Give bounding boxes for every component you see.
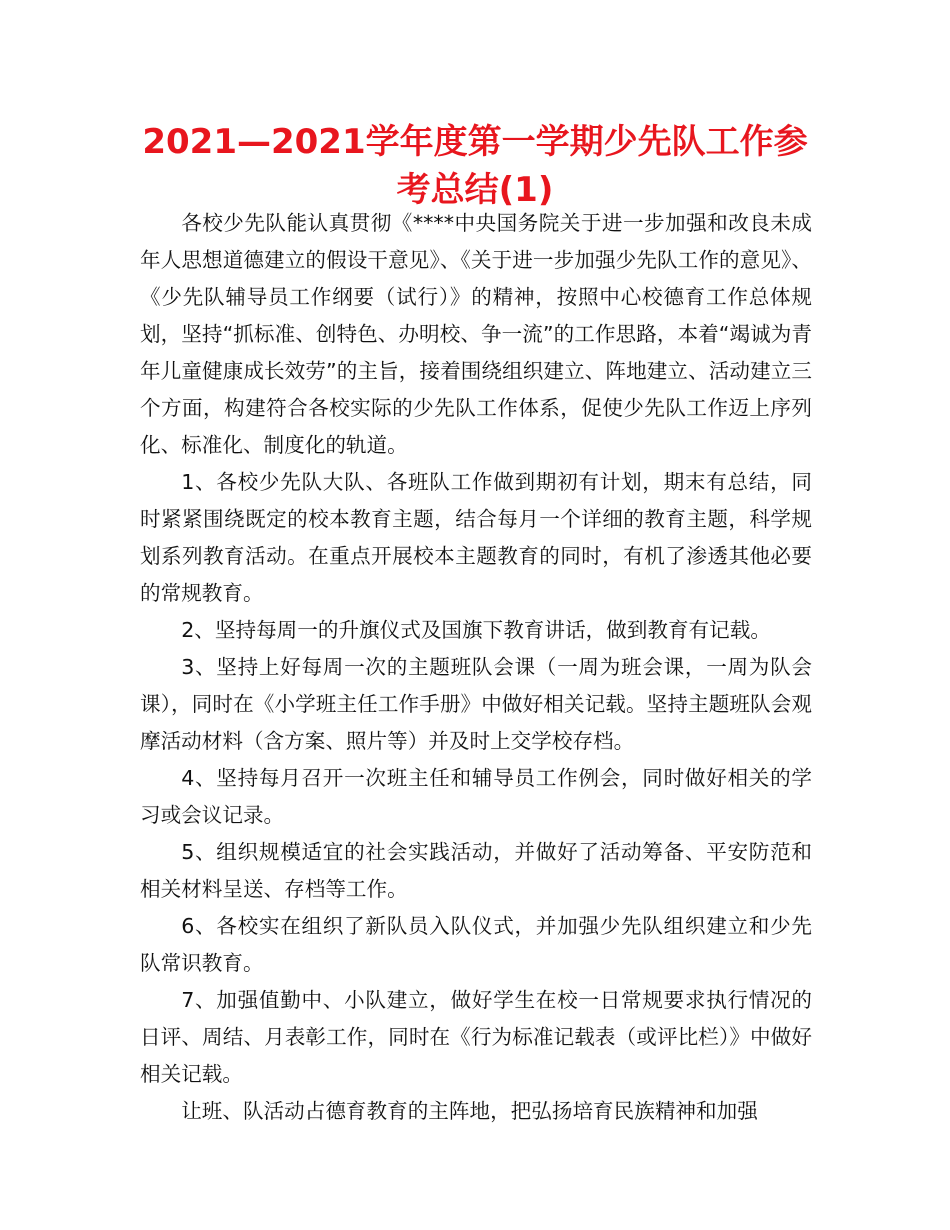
paragraph-item-5: 5、组织规模适宜的社会实践活动，并做好了活动筹备、平安防范和相关材料呈送、存档等工作。 [140, 840, 812, 901]
paragraph-item-4: 4、坚持每月召开一次班主任和辅导员工作例会，同时做好相关的学习或会议记录。 [140, 766, 812, 827]
paragraph-intro: 各校少先队能认真贯彻《****中央国务院关于进一步加强和改良未成年人思想道德建立的假设干意见》、《关于进一步加强少先队工作的意见》、《少先队辅导员工作纲要（试行）》的精神，按照中心校德育工作总体规划，坚持“抓标准、创特色、办明校、争一流”的工作思路，本着“竭诚为青年儿童健康成长效劳”的主旨，接着围绕组织建立、阵地建立、活动建立三个方面，构建符合各校实际的少先队工作体系，促使少先队工作迈上序列化、标准化、制度化的轨道。 [140, 211, 812, 457]
paragraph-item-1: 1、各校少先队大队、各班队工作做到期初有计划，期末有总结，同时紧紧围绕既定的校本教育主题，结合每月一个详细的教育主题，科学规划系列教育活动。在重点开展校本主题教育的同时，有机了渗透其他必要的常规教育。 [140, 470, 812, 605]
paragraph-item-7: 7、加强值勤中、小队建立，做好学生在校一日常规要求执行情况的日评、周结、月表彰工作，同时在《行为标准记载表（或评比栏）》中做好相关记载。 [140, 988, 812, 1086]
paragraph-item-6: 6、各校实在组织了新队员入队仪式，并加强少先队组织建立和少先队常识教育。 [140, 914, 812, 975]
document-title: 2021—2021学年度第一学期少先队工作参考总结(1) [142, 122, 808, 210]
document-body [140, 205, 812, 1130]
paragraph-continued: 让班、队活动占德育教育的主阵地，把弘扬培育民族精神和加强 [181, 1099, 758, 1123]
paragraph-item-2: 2、坚持每周一的升旗仪式及国旗下教育讲话，做到教育有记载。 [181, 618, 771, 642]
paragraph-item-3: 3、坚持上好每周一次的主题班队会课（一周为班会课，一周为队会课），同时在《小学班主任工作手册》中做好相关记载。坚持主题班队会观摩活动材料（含方案、照片等）并及时上交学校存档。 [140, 655, 812, 753]
